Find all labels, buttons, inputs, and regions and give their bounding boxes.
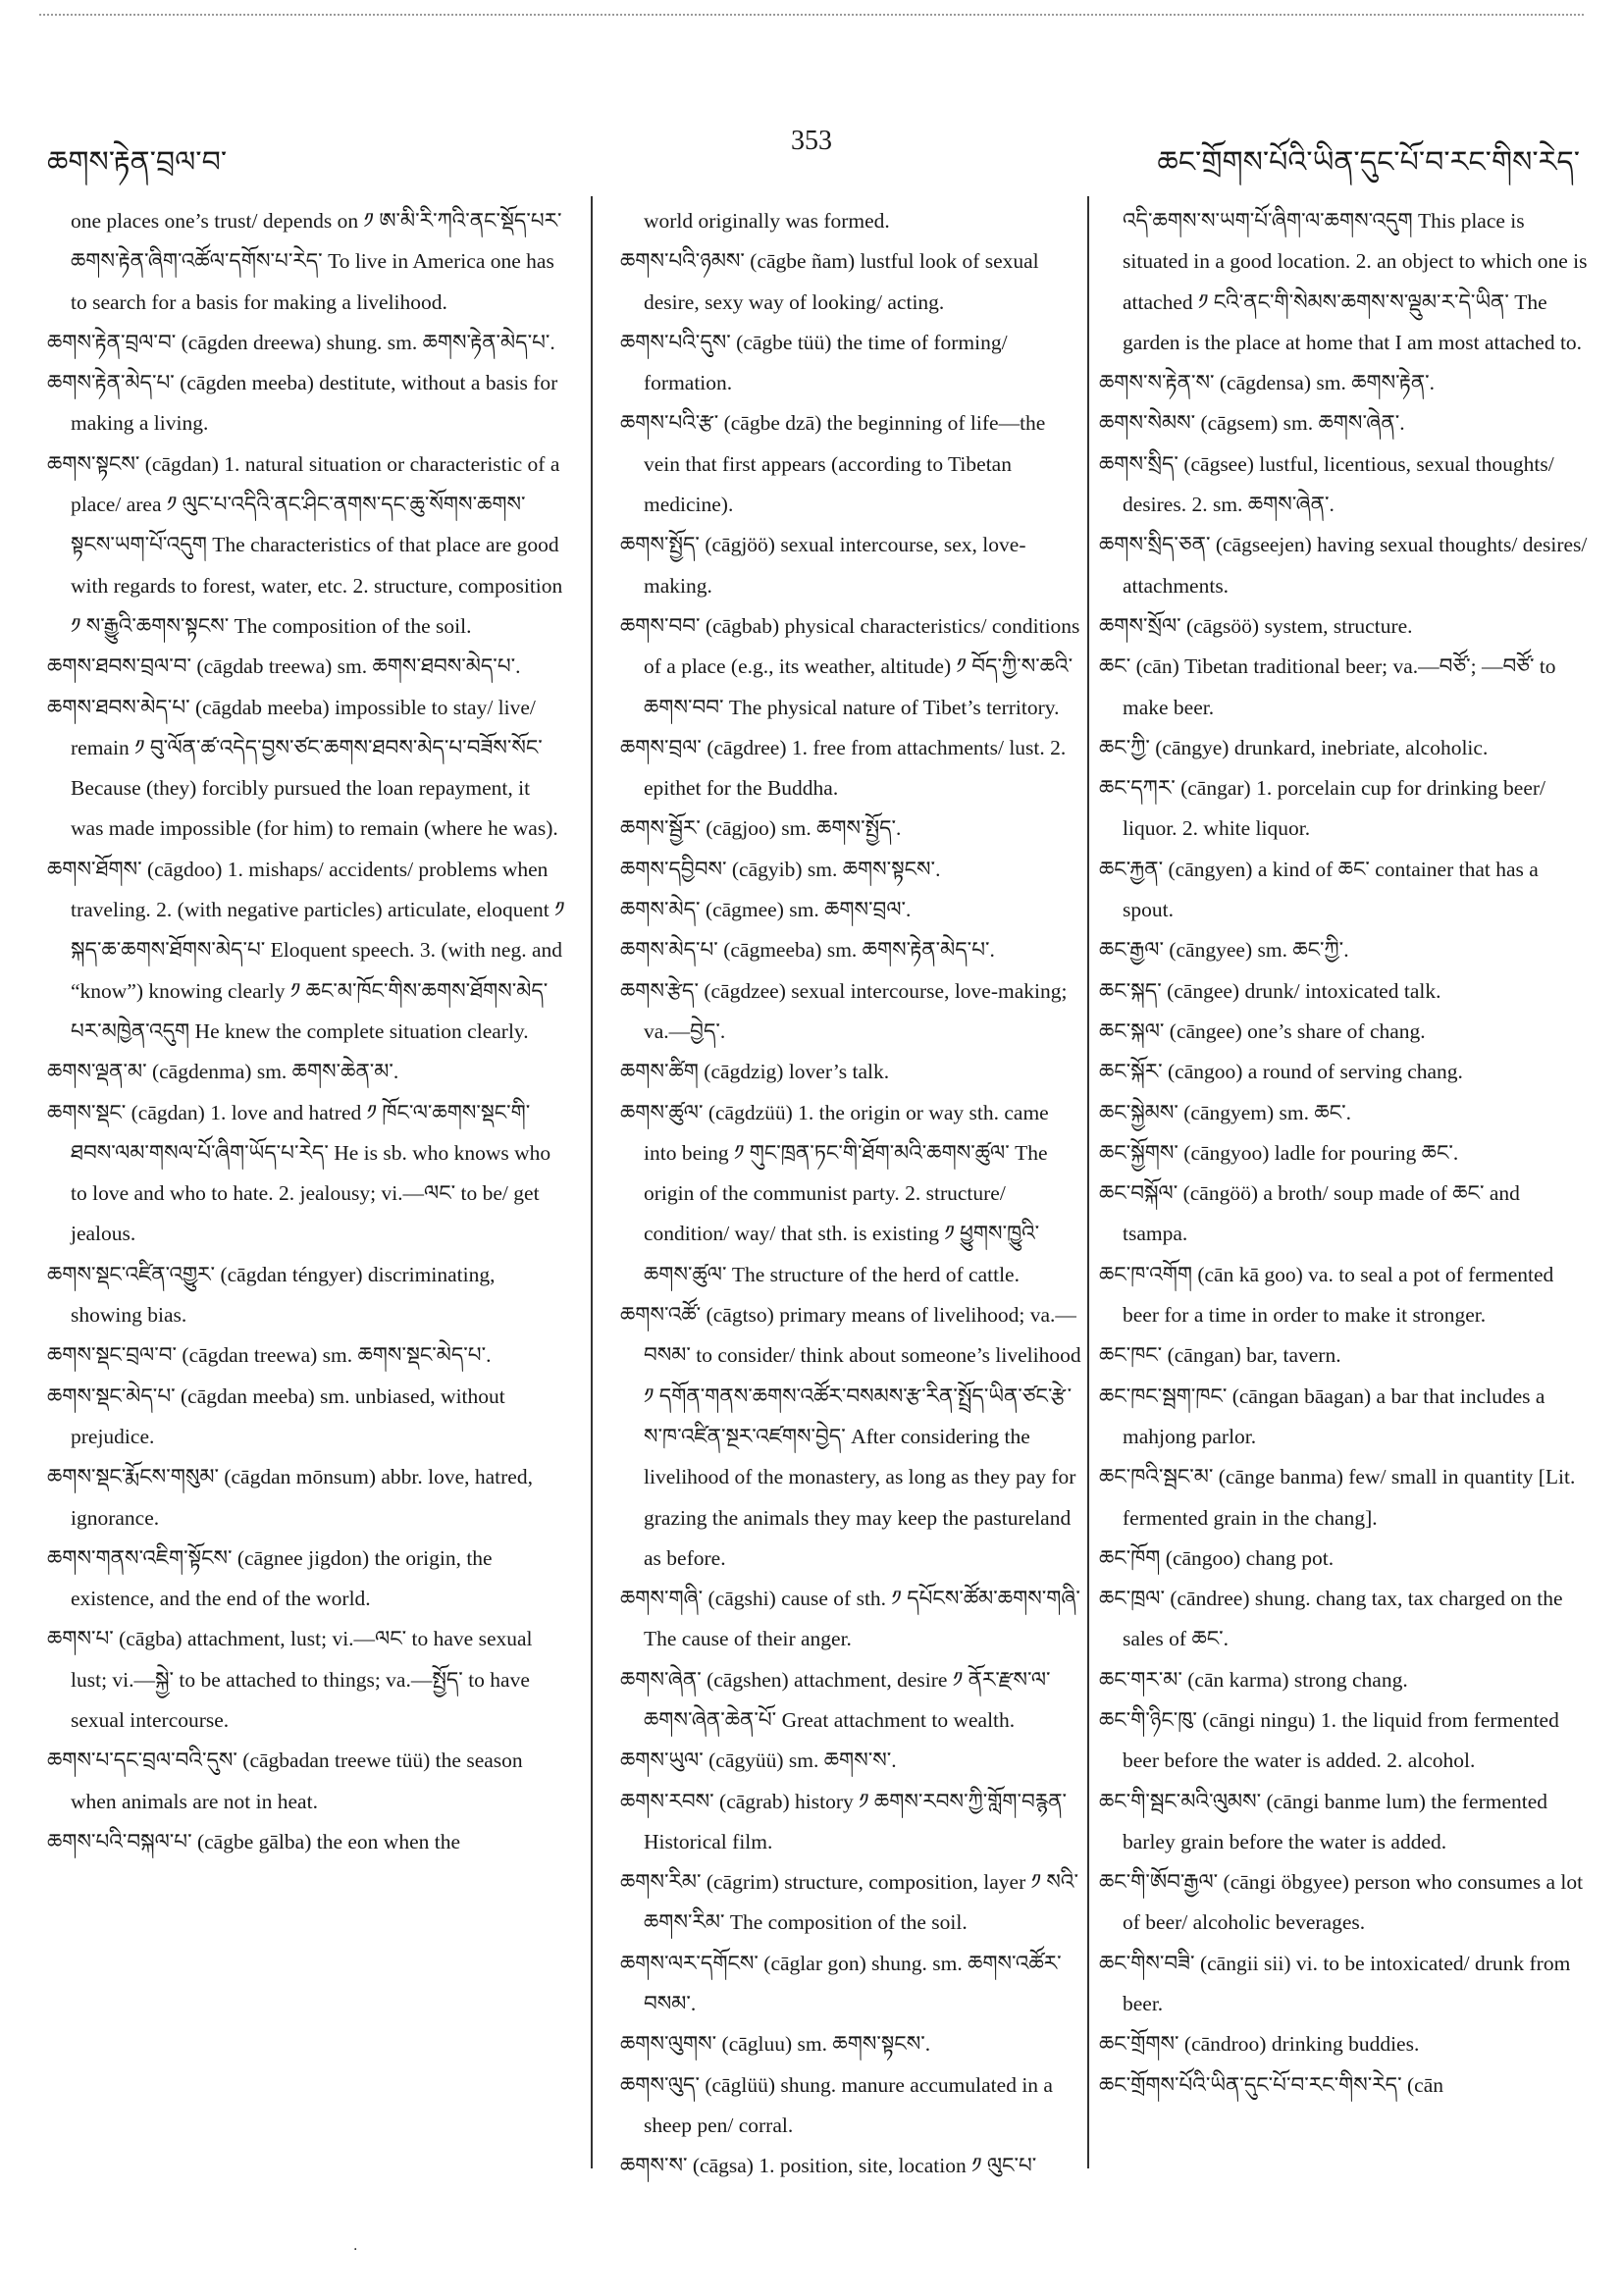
dictionary-entry: ཆགས་ལུགས་ (cāgluu) sm. ཆགས་སྟངས་. xyxy=(620,2032,931,2057)
dictionary-entry: ཆགས་འཚོ་ (cāgtso) primary means of livelihood; va.—བསམ་ to consider/ think about someone’s livelihood ༡ དགོན་གནས་ཆགས་འཚོར་བསམས་རྩ་རིན་སྤྲོད་ཡིན་ཙང་རྩེ་ས་ཁ་འཛིན་སྔར་འཛགས་བྱེད་ After considering the livelihood of the monastery, as long as they pay for grazing the animals they may keep the pastureland as before. xyxy=(620,1303,1081,1570)
column-middle xyxy=(620,201,1083,2187)
dictionary-entry: ཆགས་རིམ་ (cāgrim) structure, composition, layer ༡ སའི་ཆགས་རིམ་ The composition of the soil. xyxy=(620,1870,1078,1935)
dictionary-entry: ཆང་སྐྱེམས་ (cāngyem) sm. ཆང་. xyxy=(1099,1100,1351,1124)
dictionary-entry: ཆགས་སྡང་རྨོངས་གསུམ་ (cāgdan mōnsum) abbr. love, hatred, ignorance. xyxy=(47,1465,533,1530)
dictionary-entry: ཆགས་ས་རྟེན་ས་ (cāgdensa) sm. ཆགས་རྟེན་. xyxy=(1099,371,1436,395)
column-divider-2 xyxy=(1087,196,1089,2168)
dictionary-entry: ཆང་ཁང་སྦག་ཁང་ (cāngan bāagan) a bar that includes a mahjong parlor. xyxy=(1099,1383,1545,1448)
column-left xyxy=(47,201,565,1862)
dictionary-entry: ཆགས་སྡང་ (cāgdan) 1. love and hatred ༡ ཁོང་ལ་ཆགས་སྡང་གི་ཐབས་ལམ་གསལ་པོ་ཞིག་ཡོད་པ་རེད་ He is sb. who knows who to love and who to hate. 2. jealousy; vi.—ལང་ to be/ get jealous. xyxy=(47,1100,551,1246)
dictionary-entry: ཆགས་སྲོལ་ (cāgsöö) system, structure. xyxy=(1099,613,1413,638)
dictionary-entry: ཆང་རྒྱལ་ (cāngyee) sm. ཆང་ཀྱི་. xyxy=(1099,938,1349,963)
column-divider-1 xyxy=(591,196,593,2168)
dictionary-entry: ཆགས་སྲིད་ཅན་ (cāgseejen) having sexual thoughts/ desires/ attachments. xyxy=(1099,533,1588,598)
footer-dot: · xyxy=(353,2242,358,2258)
dictionary-entry: ཆགས་བྲལ་ (cāgdree) 1. free from attachments/ lust. 2. epithet for the Buddha. xyxy=(620,735,1067,801)
dictionary-entry: ཆགས་པའི་བསྐལ་པ་ (cāgbe gālba) the eon when the xyxy=(47,1829,460,1853)
top-dotted-rule xyxy=(39,14,1584,16)
dictionary-entry: ཆགས་སྲིད་ (cāgsee) lustful, licentious, sexual thoughts/ desires. 2. sm. ཆགས་ཞེན་. xyxy=(1099,451,1554,517)
column-right xyxy=(1099,201,1590,2106)
dictionary-entry: ཆང་སྐད་ (cāngee) drunk/ intoxicated talk. xyxy=(1099,978,1441,1003)
dictionary-entry: ཆགས་སྟངས་ (cāgdan) 1. natural situation or characteristic of a place/ area ༡ ལུང་པ་འདིའི་ནང་ཤིང་ནགས་དང་ཆུ་སོགས་ཆགས་སྟངས་ཡག་པོ་འདུག The characteristics of that place are good with regards to forest, water, etc. 2. structure, composition ༡ ས་རྒྱུའི་ཆགས་སྟངས་ The composition of the soil. xyxy=(47,451,563,638)
running-head-left: ཆགས་རྟེན་བྲལ་བ་ xyxy=(47,145,228,180)
dictionary-entry: ཆང་ཁོག (cāngoo) chang pot. xyxy=(1099,1545,1335,1570)
dictionary-entry: ཆང་ཀྱི་ (cāngye) drunkard, inebriate, alcoholic. xyxy=(1099,735,1489,759)
dictionary-entry: ཆང་དཀར་ (cāngar) 1. porcelain cup for drinking beer/ liquor. 2. white liquor. xyxy=(1099,776,1546,841)
dictionary-entry: ཆགས་པའི་དུས་ (cāgbe tüü) the time of forming/ formation. xyxy=(620,330,1008,395)
dictionary-entry: ཆགས་ལར་དགོངས་ (cāglar gon) shung. sm. ཆགས་འཚོར་བསམ་. xyxy=(620,1951,1062,2016)
dictionary-entry: ཆང་བསྐོལ་ (cāngöö) a broth/ soup made of ཆང་ and tsampa. xyxy=(1099,1181,1520,1246)
dictionary-entry: ཆང་ཁ་འགོག (cān kā goo) va. to seal a pot of fermented beer for a time in order to make it stronger. xyxy=(1099,1262,1554,1328)
dictionary-entry: ཆགས་པ་དང་བྲལ་བའི་དུས་ (cāgbadan treewe tüü) the season when animals are not in heat. xyxy=(47,1748,523,1813)
dictionary-entry: ཆང་གི་ཉིང་ཁུ་ (cāngi ningu) 1. the liquid from fermented beer before the water is added. 2. alcohol. xyxy=(1099,1707,1559,1773)
dictionary-entry: ཆགས་པའི་ཉམས་ (cāgbe ñam) lustful look of sexual desire, sexy way of looking/ acting. xyxy=(620,249,1039,314)
dictionary-entry: ཆང་གིས་བཟི་ (cāngii sii) vi. to be intoxicated/ drunk from beer. xyxy=(1099,1951,1571,2016)
dictionary-entry: ཆང་གི་ཨོབ་རྒྱལ་ (cāngi öbgyee) person who consumes a lot of beer/ alcoholic beverages. xyxy=(1099,1870,1584,1935)
dictionary-entry: ཆང་གྲོགས་ (cāndroo) drinking buddies. xyxy=(1099,2032,1420,2057)
dictionary-entry: ཆགས་རྟེན་བྲལ་བ་ (cāgden dreewa) shung. sm. ཆགས་རྟེན་མེད་པ་. xyxy=(47,330,555,354)
dictionary-entry: ཆགས་ཚུལ་ (cāgdzüü) 1. the origin or way sth. came into being ༡ གུང་ཁྲན་ཏང་གི་ཐོག་མའི་ཆགས་ཚུལ་ The origin of the communist party. 2. structure/ condition/ way/ that sth. is existing ༡ ཕྱུགས་ཁྱུའི་ཆགས་ཚུལ་ The structure of the herd of cattle. xyxy=(620,1100,1049,1286)
dictionary-entry: ཆང་ཁའི་སྦང་མ་ (cānge banma) few/ small in quantity [Lit. fermented grain in the chang]. xyxy=(1099,1465,1576,1530)
dictionary-entry: ཆང་གར་མ་ (cān karma) strong chang. xyxy=(1099,1667,1408,1692)
dictionary-entry: ཆགས་སེམས་ (cāgsem) sm. ཆགས་ཞེན་. xyxy=(1099,411,1405,436)
dictionary-entry: ཆགས་རྟེན་མེད་པ་ (cāgden meeba) destitute, without a basis for making a living. xyxy=(47,371,558,436)
dictionary-entry: ཆགས་ཐོགས་ (cāgdoo) 1. mishaps/ accidents/ problems when traveling. 2. (with negative particles) articulate, eloquent ༡ སྐད་ཆ་ཆགས་ཐོགས་མེད་པ་ Eloquent speech. 3. (with neg. and “know”) knowing clearly ༡ ཆང་མ་ཁོང་གིས་ཆགས་ཐོགས་མེད་པར་མཁྱེན་འདུག He knew the complete situation clearly. xyxy=(47,857,565,1043)
dictionary-entry: ཆང་གྲོགས་པོའི་ཡིན་དུང་པོ་བ་རང་གིས་རེད་ (cān xyxy=(1099,2072,1443,2097)
running-head-right: ཆང་གྲོགས་པོའི་ཡིན་དུང་པོ་བ་རང་གིས་རེད་ xyxy=(1157,145,1580,180)
dictionary-entry: ཆགས་སྡང་མེད་པ་ (cāgdan meeba) sm. unbiased, without prejudice. xyxy=(47,1383,505,1448)
dictionary-entry: ཆགས་ཐབས་མེད་པ་ (cāgdab meeba) impossible to stay/ live/ remain ༡ བུ་ལོན་ཚ་འདེད་བྱས་ཙང་ཆགས་ཐབས་མེད་པ་བཟོས་སོང་ Because (they) forcibly pursued the loan repayment, it was made impossible (for him) to remain (where he was). xyxy=(47,695,558,841)
dictionary-entry: ཆང་ཁང་ (cāngan) bar, tavern. xyxy=(1099,1343,1341,1368)
dictionary-entry: ཆགས་གཞི་ (cāgshi) cause of sth. ༡ དཔོངས་ཚོམ་ཆགས་གཞི་ The cause of their anger. xyxy=(620,1587,1080,1651)
dictionary-entry: ཆགས་སྦྱོར་ (cāgjoo) sm. ཆགས་སྤྱོད་. xyxy=(620,816,902,841)
dictionary-entry: one places one’s trust/ depends on ༡ ཨ་མི་རི་ཀའི་ནང་སྡོད་པར་ཆགས་རྟེན་ཞིག་འཚོལ་དགོས་པ་རེད་ To live in America one has to search for a basis for making a livelihood. xyxy=(71,209,562,314)
page-number: 353 xyxy=(791,126,832,156)
dictionary-entry: ཆགས་རྩེད་ (cāgdzee) sexual intercourse, love-making; va.—བྱེད་. xyxy=(620,978,1068,1043)
dictionary-entry: ཆགས་སྡང་བྲལ་བ་ (cāgdan treewa) sm. ཆགས་སྡང་མེད་པ་. xyxy=(47,1343,492,1368)
dictionary-entry: ཆགས་མེད་པ་ (cāgmeeba) sm. ཆགས་རྟེན་མེད་པ་. xyxy=(620,938,995,963)
dictionary-entry: འདི་ཆགས་ས་ཡག་པོ་ཞིག་ལ་ཆགས་འདུག This place is situated in a good location. 2. an object to which one is attached ༡ ངའི་ནང་གི་སེམས་ཆགས་ས་ལྡུམ་ར་དེ་ཡིན་ The garden is the place at home that I am most attached to. xyxy=(1123,209,1588,354)
dictionary-entry: ཆང་སྐོར་ (cāngoo) a round of serving chang. xyxy=(1099,1060,1463,1084)
dictionary-entry: ཆགས་སྡང་འཛིན་འགྱུར་ (cāgdan téngyer) discriminating, showing bias. xyxy=(47,1262,496,1328)
dictionary-entry: ཆགས་ལྡན་མ་ (cāgdenma) sm. ཆགས་ཆེན་མ་. xyxy=(47,1060,399,1084)
dictionary-entry: ཆགས་རབས་ (cāgrab) history ༡ ཆགས་རབས་ཀྱི་གློག་བརྙན་ Historical film. xyxy=(620,1789,1068,1853)
dictionary-entry: ཆགས་དབྱིབས་ (cāgyib) sm. ཆགས་སྟངས་. xyxy=(620,857,941,881)
dictionary-entry: ཆགས་ཞེན་ (cāgshen) attachment, desire ༡ ནོར་རྫས་ལ་ཆགས་ཞེན་ཆེན་པོ་ Great attachment to wealth. xyxy=(620,1667,1051,1732)
dictionary-entry: ཆང་ཁྲལ་ (cāndree) shung. chang tax, tax charged on the sales of ཆང་. xyxy=(1099,1587,1563,1651)
dictionary-entry: ཆང་རྐྱན་ (cāngyen) a kind of ཆང་ container that has a spout. xyxy=(1099,857,1539,922)
dictionary-entry: ཆགས་སྤྱོད་ (cāgjöö) sexual intercourse, sex, love-making. xyxy=(620,533,1026,598)
dictionary-entry: ཆགས་བབ་ (cāgbab) physical characteristics/ conditions of a place (e.g., its weather, altitude) ༡ བོད་ཀྱི་ས་ཆའི་ཆགས་བབ་ The physical nature of Tibet’s territory. xyxy=(620,613,1080,719)
dictionary-entry: ཆགས་གནས་འཇིག་སྟོངས་ (cāgnee jigdon) the origin, the existence, and the end of the world. xyxy=(47,1545,493,1611)
dictionary-entry: ཆགས་པ་ (cāgba) attachment, lust; vi.—ལང་ to have sexual lust; vi.—སྐྱེ་ to be attached to things; va.—སྤྱོད་ to have sexual intercourse. xyxy=(47,1627,533,1732)
dictionary-entry: ཆགས་ལུད་ (cāglüü) shung. manure accumulated in a sheep pen/ corral. xyxy=(620,2072,1053,2137)
dictionary-entry: ཆགས་མེད་ (cāgmee) sm. ཆགས་བྲལ་. xyxy=(620,898,912,922)
dictionary-entry: ཆང་གི་སྦང་མའི་ལུམས་ (cāngi banme lum) the fermented barley grain before the water is added. xyxy=(1099,1789,1548,1853)
dictionary-entry: ཆང་ (cān) Tibetan traditional beer; va.—བཙོ་; —བཙོ་ to make beer. xyxy=(1099,654,1556,719)
dictionary-entry: ཆགས་ཚིག (cāgdzig) lover’s talk. xyxy=(620,1060,890,1084)
dictionary-entry: ཆགས་ས་ (cāgsa) 1. position, site, location ༡ ལུང་པ་ xyxy=(620,2154,1037,2178)
dictionary-entry: ཆགས་ཐབས་བྲལ་བ་ (cāgdab treewa) sm. ཆགས་ཐབས་མེད་པ་. xyxy=(47,654,521,679)
dictionary-entry: ཆགས་པའི་རྩ་ (cāgbe dzā) the beginning of life—the vein that first appears (according to Tibetan medicine). xyxy=(620,411,1046,517)
dictionary-entry: ཆང་སྐལ་ (cāngee) one’s share of chang. xyxy=(1099,1018,1426,1043)
dictionary-entry: world originally was formed. xyxy=(644,209,890,233)
dictionary-entry: ཆགས་ཡུལ་ (cāgyüü) sm. ཆགས་ས་. xyxy=(620,1748,897,1773)
dictionary-entry: ཆང་སྐྱོགས་ (cāngyoo) ladle for pouring ཆང་. xyxy=(1099,1140,1459,1165)
